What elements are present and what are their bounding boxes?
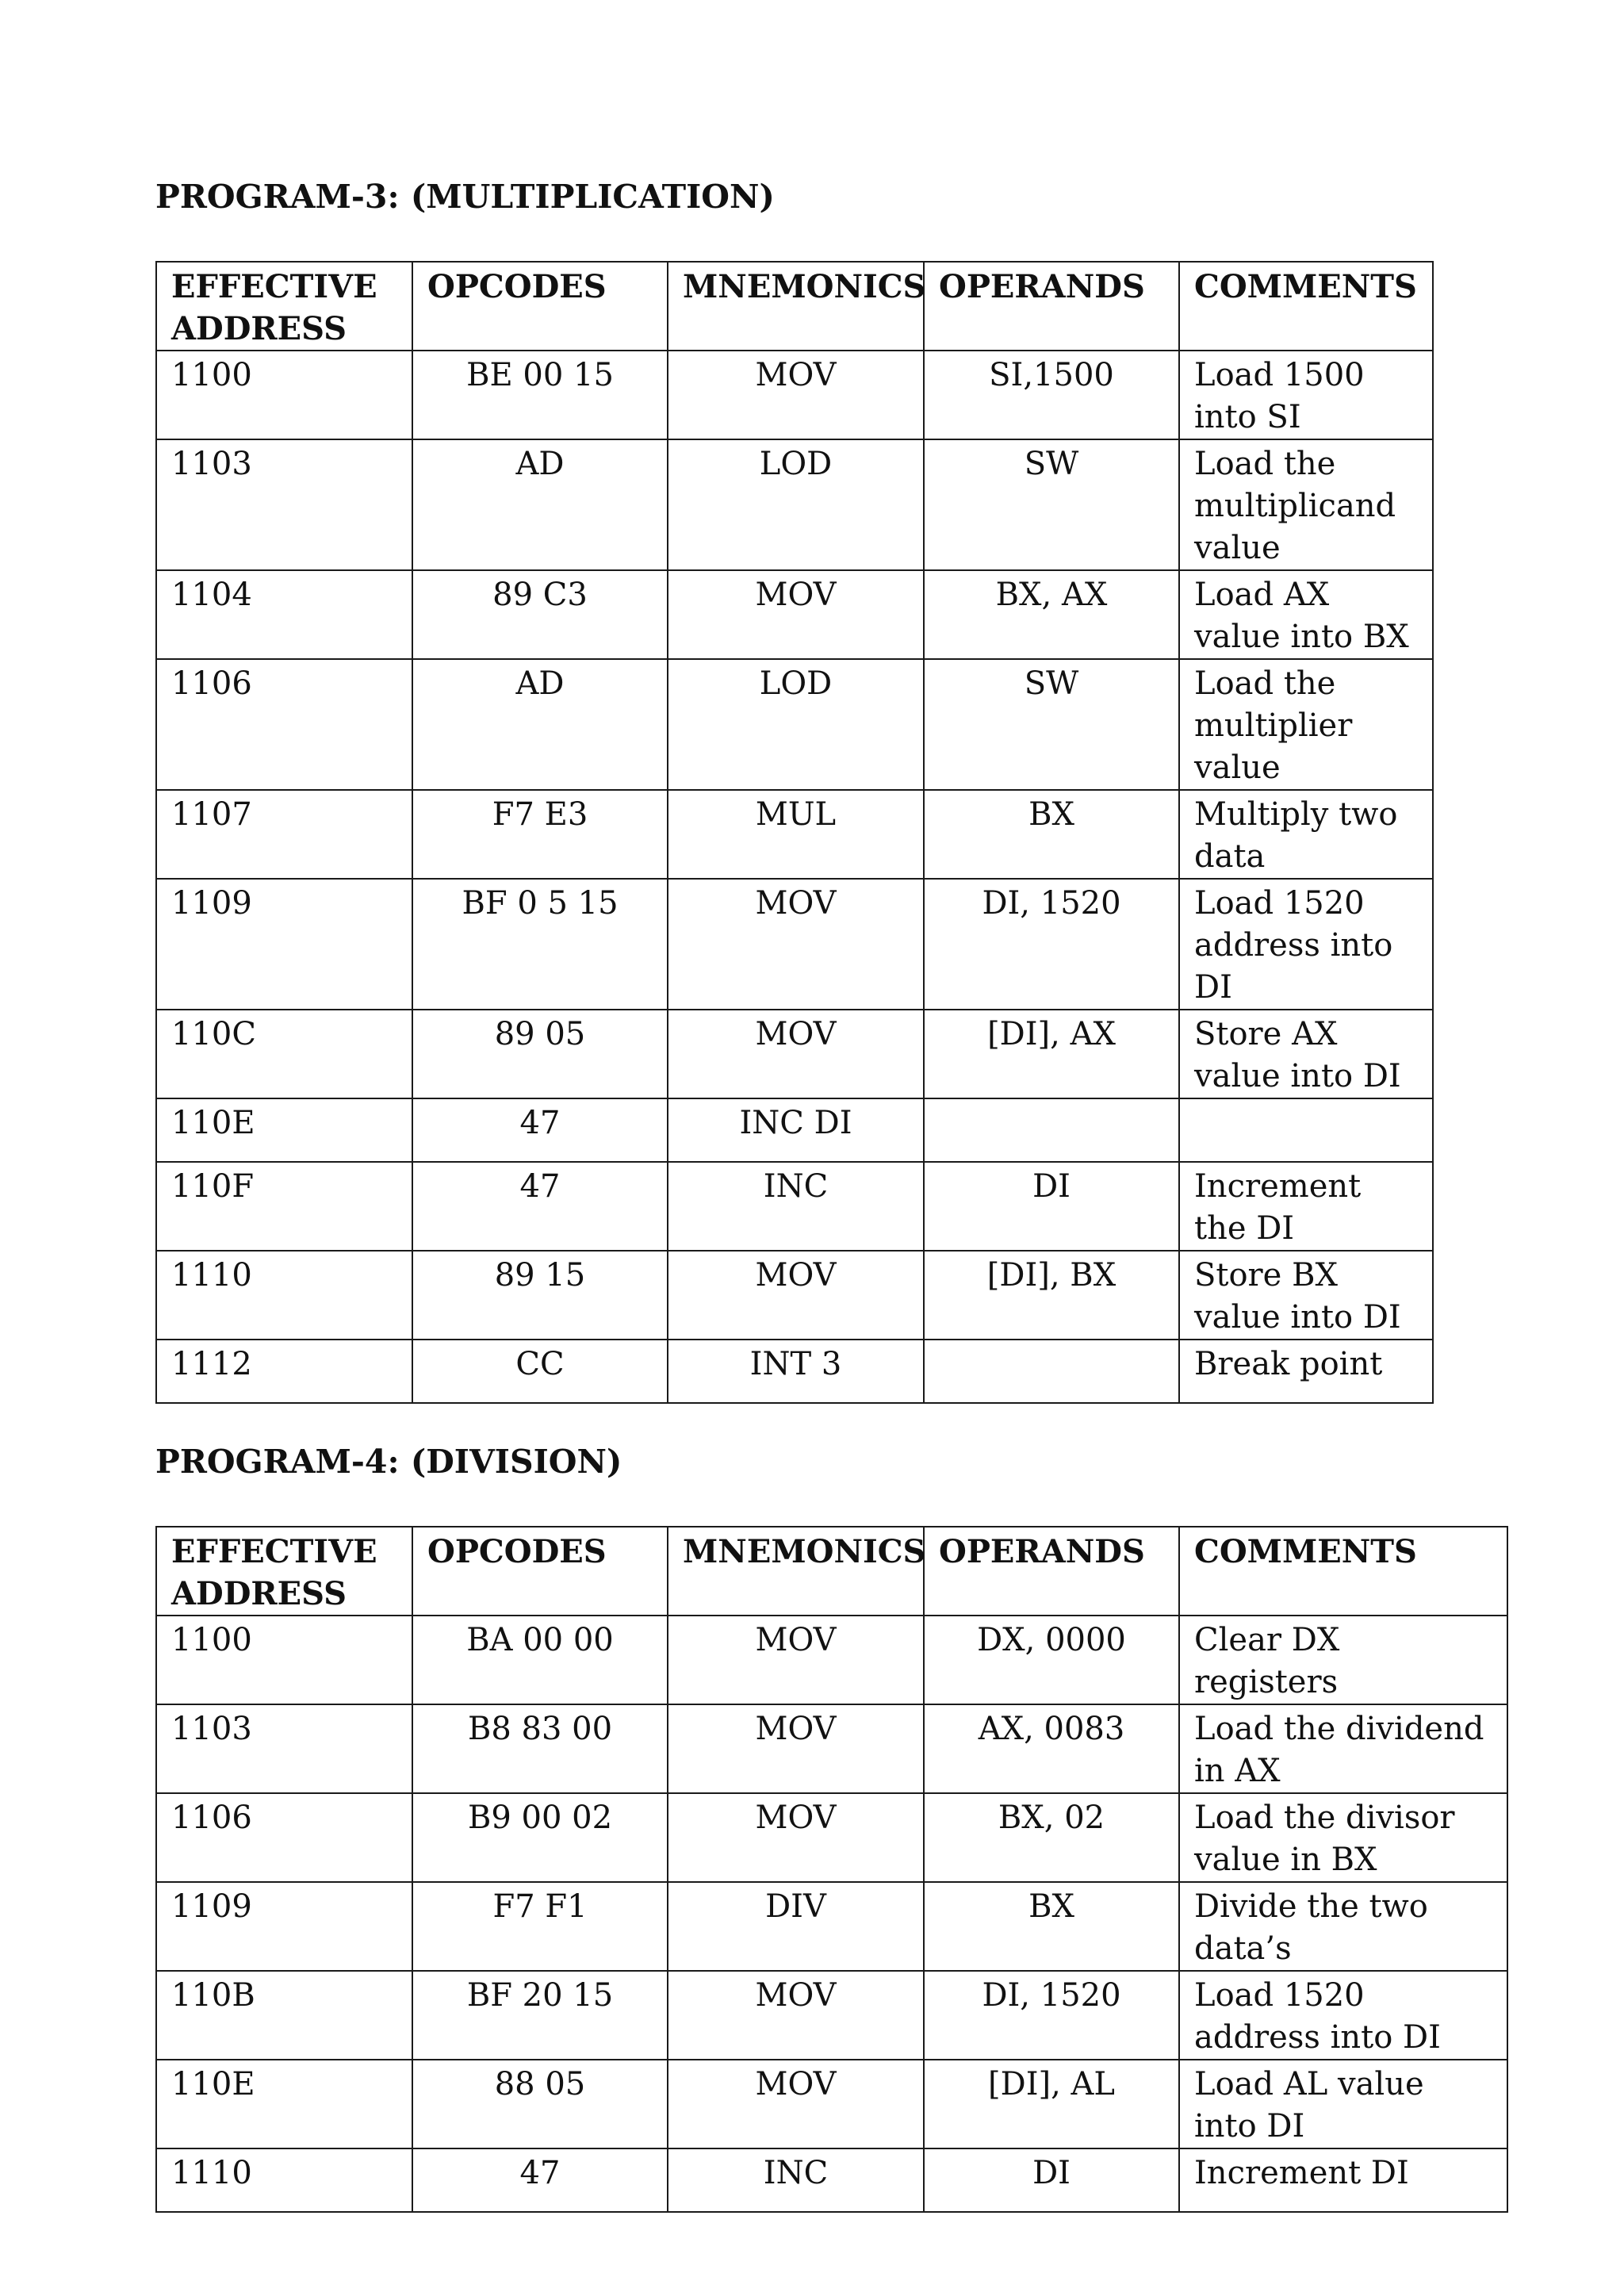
table-row xyxy=(156,1704,1507,1793)
cell-address: 1103 xyxy=(156,1704,412,1793)
program-4-body xyxy=(156,1616,1507,2212)
header-mnemonics: MNEMONICS xyxy=(668,262,924,351)
cell-operand: BX xyxy=(924,1882,1179,1971)
cell-opcode: B9 00 02 xyxy=(412,1793,668,1882)
cell-address: 1106 xyxy=(156,659,412,790)
table-row xyxy=(156,1793,1507,1882)
cell-opcode: BA 00 00 xyxy=(412,1616,668,1704)
program-4-title: PROGRAM-4: (DIVISION) xyxy=(155,1443,622,1481)
cell-opcode: 88 05 xyxy=(412,2060,668,2148)
cell-comment: Divide the two data’s xyxy=(1179,1882,1507,1971)
cell-mnemonic: MOV xyxy=(668,1251,924,1340)
table-row xyxy=(156,1971,1507,2060)
cell-operand: AX, 0083 xyxy=(924,1704,1179,1793)
cell-mnemonic: INC DI xyxy=(668,1098,924,1162)
cell-opcode: 47 xyxy=(412,1098,668,1162)
cell-address: 1103 xyxy=(156,439,412,570)
cell-opcode: BE 00 15 xyxy=(412,351,668,439)
cell-comment: Break point xyxy=(1179,1340,1433,1403)
cell-operand: SW xyxy=(924,439,1179,570)
cell-operand: [DI], BX xyxy=(924,1251,1179,1340)
program-4-table xyxy=(155,1526,1508,2213)
table-header-row xyxy=(156,1527,1507,1616)
table-row xyxy=(156,879,1433,1010)
header-effective-address: EFFECTIVE ADDRESS xyxy=(156,1527,412,1616)
cell-comment: Increment DI xyxy=(1179,2148,1507,2212)
cell-address: 1109 xyxy=(156,879,412,1010)
header-operands: OPERANDS xyxy=(924,1527,1179,1616)
cell-mnemonic: MOV xyxy=(668,351,924,439)
cell-comment: Load 1500 into SI xyxy=(1179,351,1433,439)
header-comments: COMMENTS xyxy=(1179,262,1433,351)
table-header-row xyxy=(156,262,1433,351)
cell-operand: BX, AX xyxy=(924,570,1179,659)
cell-opcode: 47 xyxy=(412,1162,668,1251)
cell-mnemonic: MOV xyxy=(668,879,924,1010)
cell-comment: Load AX value into BX xyxy=(1179,570,1433,659)
cell-mnemonic: MOV xyxy=(668,1704,924,1793)
cell-mnemonic: LOD xyxy=(668,439,924,570)
cell-comment: Load the dividend in AX xyxy=(1179,1704,1507,1793)
header-opcodes: OPCODES xyxy=(412,1527,668,1616)
table-row xyxy=(156,570,1433,659)
cell-comment: Store BX value into DI xyxy=(1179,1251,1433,1340)
table-row xyxy=(156,2148,1507,2212)
cell-comment: Load the multiplier value xyxy=(1179,659,1433,790)
table-row xyxy=(156,1340,1433,1403)
table-row xyxy=(156,1098,1433,1162)
cell-comment: Clear DX registers xyxy=(1179,1616,1507,1704)
cell-comment: Load the multiplicand value xyxy=(1179,439,1433,570)
cell-mnemonic: MUL xyxy=(668,790,924,879)
cell-address: 1112 xyxy=(156,1340,412,1403)
cell-mnemonic: INC xyxy=(668,1162,924,1251)
header-effective-address: EFFECTIVE ADDRESS xyxy=(156,262,412,351)
cell-opcode: F7 F1 xyxy=(412,1882,668,1971)
cell-operand: BX xyxy=(924,790,1179,879)
cell-comment: Multiply two data xyxy=(1179,790,1433,879)
cell-address: 1104 xyxy=(156,570,412,659)
cell-opcode: 89 05 xyxy=(412,1010,668,1098)
cell-mnemonic: INT 3 xyxy=(668,1340,924,1403)
table-row xyxy=(156,1251,1433,1340)
table-row xyxy=(156,1882,1507,1971)
table-row xyxy=(156,439,1433,570)
cell-address: 110C xyxy=(156,1010,412,1098)
cell-opcode: B8 83 00 xyxy=(412,1704,668,1793)
cell-address: 110E xyxy=(156,2060,412,2148)
header-mnemonics: MNEMONICS xyxy=(668,1527,924,1616)
cell-comment xyxy=(1179,1098,1433,1162)
cell-mnemonic: DIV xyxy=(668,1882,924,1971)
cell-operand: DI xyxy=(924,2148,1179,2212)
cell-comment: Store AX value into DI xyxy=(1179,1010,1433,1098)
cell-operand: [DI], AL xyxy=(924,2060,1179,2148)
cell-operand: SI,1500 xyxy=(924,351,1179,439)
cell-mnemonic: MOV xyxy=(668,2060,924,2148)
cell-operand xyxy=(924,1340,1179,1403)
cell-mnemonic: MOV xyxy=(668,1616,924,1704)
cell-address: 1107 xyxy=(156,790,412,879)
cell-opcode: 47 xyxy=(412,2148,668,2212)
cell-operand: DI, 1520 xyxy=(924,879,1179,1010)
program-3-body xyxy=(156,351,1433,1403)
cell-operand: DX, 0000 xyxy=(924,1616,1179,1704)
table-row xyxy=(156,1162,1433,1251)
cell-opcode: AD xyxy=(412,439,668,570)
program-3-title: PROGRAM-3: (MULTIPLICATION) xyxy=(155,178,775,216)
cell-mnemonic: MOV xyxy=(668,1971,924,2060)
cell-comment: Increment the DI xyxy=(1179,1162,1433,1251)
cell-opcode: BF 0 5 15 xyxy=(412,879,668,1010)
table-row xyxy=(156,2060,1507,2148)
cell-comment: Load the divisor value in BX xyxy=(1179,1793,1507,1882)
cell-operand: BX, 02 xyxy=(924,1793,1179,1882)
cell-mnemonic: MOV xyxy=(668,1010,924,1098)
cell-operand: [DI], AX xyxy=(924,1010,1179,1098)
cell-address: 1100 xyxy=(156,351,412,439)
cell-address: 110B xyxy=(156,1971,412,2060)
cell-operand xyxy=(924,1098,1179,1162)
cell-operand: DI, 1520 xyxy=(924,1971,1179,2060)
cell-address: 1110 xyxy=(156,1251,412,1340)
cell-opcode: 89 C3 xyxy=(412,570,668,659)
table-row xyxy=(156,1616,1507,1704)
cell-opcode: 89 15 xyxy=(412,1251,668,1340)
program-3-table xyxy=(155,261,1434,1404)
cell-address: 1100 xyxy=(156,1616,412,1704)
cell-comment: Load 1520 address into DI xyxy=(1179,1971,1507,2060)
cell-opcode: F7 E3 xyxy=(412,790,668,879)
table-row xyxy=(156,659,1433,790)
cell-opcode: CC xyxy=(412,1340,668,1403)
cell-comment: Load 1520 address into DI xyxy=(1179,879,1433,1010)
cell-comment: Load AL value into DI xyxy=(1179,2060,1507,2148)
cell-address: 1110 xyxy=(156,2148,412,2212)
cell-operand: SW xyxy=(924,659,1179,790)
header-operands: OPERANDS xyxy=(924,262,1179,351)
cell-address: 110E xyxy=(156,1098,412,1162)
cell-address: 110F xyxy=(156,1162,412,1251)
cell-mnemonic: MOV xyxy=(668,1793,924,1882)
cell-mnemonic: MOV xyxy=(668,570,924,659)
header-opcodes: OPCODES xyxy=(412,262,668,351)
table-row xyxy=(156,1010,1433,1098)
cell-mnemonic: INC xyxy=(668,2148,924,2212)
table-row xyxy=(156,351,1433,439)
cell-mnemonic: LOD xyxy=(668,659,924,790)
cell-opcode: BF 20 15 xyxy=(412,1971,668,2060)
cell-address: 1106 xyxy=(156,1793,412,1882)
cell-operand: DI xyxy=(924,1162,1179,1251)
table-row xyxy=(156,790,1433,879)
header-comments: COMMENTS xyxy=(1179,1527,1507,1616)
cell-opcode: AD xyxy=(412,659,668,790)
cell-address: 1109 xyxy=(156,1882,412,1971)
